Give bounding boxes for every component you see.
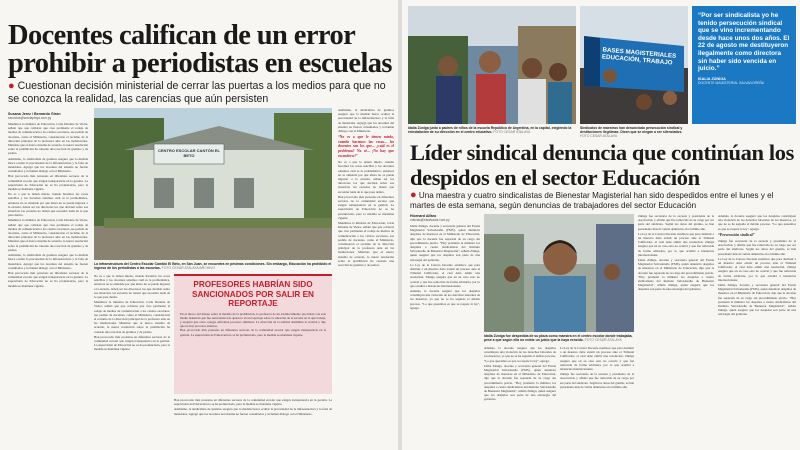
left-pullquote: “No es a que le tienen miedo, cuando hacemos las cosas... los docentes son los que... ¿cuál es el problema? No sé... ¡No hay que esconderse!” — [338, 135, 394, 158]
left-body-col1-repeat5: Asimismo, la sindicalista de gremios aseguró que la medida busca ocultar la precariedad de la infraestructura y la falta de materiales. Agregó que los docentes del sistema no fueron consultados y reclaman diálogo con el Ministerio. — [8, 253, 88, 270]
left-body-col2-b: Miembros la ministra de Educación, Carla Durante de Vieira, señaló que que cobiaraz que cree pertinente el rodaje de medios de comunicación a los centros escolares, ese pedido de docentes, como el Ministerio, consideraron el reclamo de la dirección principal de la profesora ante en las instituciones. Mientras que el nuevo sistema de acuerdo, la nueva resolución sobre la prohibición ha causado una reacción de gremios y de padres. — [94, 300, 170, 334]
left-body-col4-c: Han provocado más protestas en diferentes sectores de la comunidad escolar que exigen transparencia en la gestión. La supervisión de Educación no se ha pronunciado, pero la medida se mantiene vigente. — [338, 194, 394, 220]
left-column-1 — [8, 122, 88, 442]
right-headline: Líder sindical denuncia que continúan los despidos en el sector Educación — [410, 140, 794, 190]
left-body-col3: Han provocado más protestas en diferentes sectores de la comunidad escolar que exigen transparencia en la gestión. La supervisión de Educación no se ha pronunciado, pero la medida se mantiene vigente. — [174, 398, 332, 407]
right-deck-bullet-icon: ● — [410, 189, 417, 201]
left-column-3 — [174, 398, 332, 444]
photo1-caption-text: Idalia Zúniga junto a padres de niños de la escuela República de Argentina, en la capital, exigiendo la reinstalación de su dirección en el centro educativo. — [408, 126, 572, 135]
sidebar-role: DOCENTE MAGISTERIAL SALVADOREÑA — [698, 80, 765, 85]
right-byline-email: noticias@elsalvador.com.py — [410, 218, 450, 222]
protest-banner-text: BASES MAGISTERIALES EDUCACIÓN, TRABAJO — [601, 46, 677, 67]
photo2-caption-text: Sindicatos de maestros han denunciado persecución sindical y destituciones ilegítimas. Dicen que se niegan a ser silenciados. — [580, 126, 683, 135]
left-photo-credit: FOTO CESAR ATALAYA/ARCHIVO — [161, 266, 216, 271]
right-byline-author: Hiornard Alfaro — [410, 214, 437, 218]
photo1-caption — [408, 126, 576, 134]
left-body-col4-d: Miembros la ministra de Educación, Carla Durante de Vieira, señaló que que cobiaraz que cree pertinente el rodaje de medios de comunicación a los centros escolares, ese pedido de docentes, como el Ministerio, consideraron el reclamo de la dirección principal de la profesora ante en las instituciones. Mientras que el nuevo sistema de acuerdo, la nueva resolución sobre la prohibición ha causado una reacción de gremios y de padres. — [338, 221, 394, 268]
left-body-col4-b: No es a que le tienen miedo, cuando hacemos las cosas sencillas y los docentes sabemos cuál es la problemática, entonces no se entiende por qué ahora no se puede ingresar a la escuela, deben ser los directores los que deciden sobre esa situación, las escuelas no tienen que esconder nada de lo que pasa dentro. — [338, 160, 394, 194]
left-photo-caption-text: La infraestructura del Centro Escolar Cambió El Beto, en San Juan, se encuentra en pésimas condiciones. Sin embargo, Educación ha prohibido el ingreso de los periodistas a las escuelas. — [94, 262, 332, 271]
left-body-col2-c: Han provocado más protestas en diferentes sectores de la comunidad escolar que exigen transparencia en la gestión. La supervisión de Educación no se ha pronunciado, pero la medida se mantiene vigente. — [94, 334, 170, 352]
left-body-col1: Miembros la ministra de Educación, Carla Durante de Vieira, señaló que que cobiaraz que cree pertinente el rodaje de medios de comunicación a los centros escolares, ese pedido de docentes, como el Ministerio, consideraron el reclamo de la dirección principal de la profesora ante en las instituciones. Mientras que el nuevo sistema de acuerdo, la nueva resolución sobre la prohibición ha causado una reacción de gremios y de padres. — [8, 122, 88, 156]
left-body-col4: Asimismo, la sindicalista de gremios aseguró que la medida busca ocultar la precariedad de la infraestructura y la falta de materiales. Agregó que los docentes del sistema no fueron consultados y reclaman diálogo con el Ministerio. — [338, 108, 394, 134]
right-body-col2-b: Idalia Zúniga, docente y secretaria general del Frente Magisterial Salvadoreño (FMS), quien denunció despidos de maestros en el Ministerio de Educación, dijo que la docente fue separada de su cargo sin procedimiento previo. "Hoy prometió la ministra los despidos a cuatro sindicalistas del Instituto Salvadoreño de Bienestar Magisterial", señaló Zúniga, quien aseguró que los despidos son parte de una estrategia del gobierno. — [484, 363, 556, 402]
right-body-col1-c: Además, la docente aseguró que los despidos constituyen una violación de los derechos laborales de los maestros, ya que no se ha seguido el debido proceso. "Lo que queremos es que se respete la ley", agregó. — [410, 289, 480, 310]
right-newspaper-page — [402, 0, 800, 450]
left-body-col1-repeat4: Miembros la ministra de Educación, Carla Durante de Vieira, señaló que que cobiaraz que cree pertinente el rodaje de medios de comunicación a los centros escolares, ese pedido de docentes, como el Ministerio, consideraron el reclamo de la dirección principal de la profesora ante en las instituciones. Mientras que el nuevo sistema de acuerdo, la nueva resolución sobre la prohibición ha causado una reacción de gremios y de padres. — [8, 218, 88, 252]
photo2-credit: FOTO CESAR ATALAYA — [580, 134, 617, 139]
teacher-with-parents-photo — [408, 6, 576, 124]
right-column-2 — [484, 346, 556, 444]
left-body-col1-repeat2: Han provocado más protestas en diferentes sectores de la comunidad escolar que exigen transparencia en la gestión. La supervisión de Educación no se ha pronunciado, pero la medida se mantiene vigente. — [8, 174, 88, 192]
right-body-col5-b: Zúniga fue secretaria de la escuela y presidenta de la Asociación, y afirma que fue removida de su cargo por ser parte del sindicato. Según los datos del gremio, se han presentado más de veinte denuncias en el último año. — [718, 239, 796, 256]
right-column-5 — [718, 214, 796, 444]
right-deck — [410, 190, 795, 211]
sidebar-quote-text: “Por ser sindicalista yo he tenido persecución sindical que se vino incrementando desde hace unos dos años. El 22 de agosto me destituyeron ilegalmente como directora sin haber sido vencida en juicio.” — [698, 12, 790, 73]
right-body-col4-c: Idalia Zúniga, docente y secretaria general del Frente Magisterial Salvadoreño (FMS), quien denunció despidos de maestros en el Ministerio de Educación, dijo que la docente fue separada de su cargo sin procedimiento previo. "Hoy prometió la ministra los despidos a cuatro sindicalistas del Instituto Salvadoreño de Bienestar Magisterial", señaló Zúniga, quien aseguró que los despidos son parte de una estrategia del gobierno. — [638, 258, 714, 292]
photo3-svg — [484, 214, 634, 332]
photo1-credit: FOTO CESAR ATALAYA — [493, 130, 531, 135]
left-photo-caption — [94, 262, 332, 270]
right-body-col2: Además, la docente aseguró que los despidos constituyen una violación de los derechos laborales de los maestros, ya que no se ha seguido el debido proceso. "Lo que queremos es que se respete la ley", agregó. — [484, 346, 556, 363]
sanctions-box-body-b: Han provocado más protestas en diferentes sectores de la comunidad escolar que exigen transparencia en la gestión. La supervisión de Educación no se ha pronunciado, pero la medida se mantiene vigente. — [180, 328, 326, 337]
right-body-col4: Zúniga fue secretaria de la escuela y presidenta de la Asociación, y afirma que fue removida de su cargo por ser parte del sindicato. Según los datos del gremio, se han presentado más de veinte denuncias en el último año. — [638, 214, 714, 231]
right-column-3 — [560, 346, 634, 444]
photo2-caption — [580, 126, 688, 139]
right-body-col4-b: La Ley de la Carrera Docente establece que para destituir a un maestro debe existir un proceso ante el Tribunal Calificador, el cual debe emitir una resolución. Zúniga asegura que en su caso esto no ocurrió y que fue removida de forma arbitraria, por lo que acudirá a instancias internacionales. — [638, 231, 714, 257]
left-body-col1-repeat3: No es a que le tienen miedo, cuando hacemos las cosas sencillas y los docentes sabemos cuál es la problemática, entonces no se entiende por qué ahora no se puede ingresar a la escuela, deben ser los directores los que deciden sobre esa situación, las escuelas no tienen que esconder nada de lo que pasa dentro. — [8, 192, 88, 218]
right-column-1 — [410, 224, 480, 444]
left-column-4 — [338, 108, 394, 443]
left-body-col3-b: Asimismo, la sindicalista de gremios aseguró que la medida busca ocultar la precariedad de la infraestructura y la falta de materiales. Agregó que los docentes del sistema no fueron consultados y reclaman diálogo con el Ministerio. — [174, 407, 332, 416]
photo3-credit: FOTO CESAR ATALAYA — [584, 338, 622, 343]
photo3-caption-text: Idalia Zúniga fue despedida de su plaza como maestra en el centro escolar donde trabajaba, pese a que según ella no existe un juicio que la haya vencido. — [484, 334, 633, 343]
left-byline — [8, 112, 88, 120]
sidebar-name: ISALIA ZÚNIGA — [698, 76, 726, 81]
right-body-col1-b: La Ley de la Carrera Docente establece que para destituir a un maestro debe existir un proceso ante el Tribunal Calificador, el cual debe emitir una resolución. Zúniga asegura que en su caso esto no ocurrió y que fue removida de forma arbitraria, por lo que acudirá a instancias internacionales. — [410, 262, 480, 288]
left-byline-email: servicios@todolaplaya.com.py — [8, 116, 52, 120]
right-byline — [410, 214, 490, 222]
left-newspaper-page — [0, 0, 398, 450]
teacher-portrait-photo — [484, 214, 634, 332]
right-body-col3-b: Zúniga fue secretaria de la escuela y presidenta de la Asociación, y afirma que fue removida de su cargo por ser parte del sindicato. Según los datos del gremio, se han presentado más de veinte denuncias en el último año. — [560, 372, 634, 389]
school-sign-text: CENTRO ESCOLAR CANTÓN EL BETO — [158, 148, 220, 158]
left-deck-text: Cuestionan decisión ministerial de cerrar las puertas a los medios para que no se conozca la realidad, las carencias que aún persisten — [8, 80, 386, 105]
right-column-4 — [638, 214, 714, 444]
sanctions-box-body: En el marco del debate sobre la medida de la prohibición, la profesora de un establecimiento que habló con este medio denunció que fue sancionada tras aparecer en un reportaje sobre la situación de la escuela en la que trabaja, y aseguró que otros colegas enfrentan procesos similares. La dirección de la entidad desmintió la versión y dijo que no hay procesos abiertos. — [180, 311, 326, 329]
left-body-col1-repeat6: Han provocado más protestas en diferentes sectores de la comunidad escolar que exigen transparencia en la gestión. La supervisión de Educación no se ha pronunciado, pero la medida se mantiene vigente. — [8, 270, 88, 288]
protest-banner-photo — [580, 6, 688, 124]
right-body-col5-c: La Ley de la Carrera Docente establece que para destituir a un maestro debe existir un proceso ante el Tribunal Calificador, el cual debe emitir una resolución. Zúniga asegura que en su caso esto no ocurrió y que fue removida de forma arbitraria, por lo que acudirá a instancias internacionales. — [718, 256, 796, 282]
left-deck — [8, 80, 388, 106]
right-body-col1: Idalia Zúniga, docente y secretaria general del Frente Magisterial Salvadoreño (FMS), quien denunció despidos de maestros en el Ministerio de Educación, dijo que la docente fue separada de su cargo sin procedimiento previo. "Hoy prometió la ministra los despidos a cuatro sindicalistas del Instituto Salvadoreño de Bienestar Magisterial", señaló Zúniga, quien aseguró que los despidos son parte de una estrategia del gobierno. — [410, 224, 480, 262]
photo1-svg — [408, 6, 576, 124]
deck-bullet-icon: ● — [8, 80, 15, 92]
right-body-col3: La Ley de la Carrera Docente establece que para destituir a un maestro debe existir un proceso ante el Tribunal Calificador, el cual debe emitir una resolución. Zúniga asegura que en su caso esto no ocurrió y que fue removida de forma arbitraria, por lo que acudirá a instancias internacionales. — [560, 346, 634, 372]
school-photo-svg — [94, 108, 332, 260]
left-byline-author: Susana Jerez / Bernardo Girón — [8, 112, 61, 116]
photo3-caption — [484, 334, 634, 342]
quote-sidebar — [692, 6, 796, 124]
right-subhead: “Persecución sindical” — [718, 232, 755, 237]
left-column-2 — [94, 274, 170, 444]
sanctions-box — [174, 274, 332, 394]
right-body-col5-d: Idalia Zúniga, docente y secretaria general del Frente Magisterial Salvadoreño (FMS), quien denunció despidos de maestros en el Ministerio de Educación, dijo que la docente fue separada de su cargo sin procedimiento previo. "Hoy prometió la ministra los despidos a cuatro sindicalistas del Instituto Salvadoreño de Bienestar Magisterial", señaló Zúniga, quien aseguró que los despidos son parte de una estrategia del gobierno. — [718, 283, 796, 317]
left-headline: Docentes califican de un error prohibir a periodistas en escuelas — [8, 20, 392, 79]
right-deck-text: Una maestra y cuatro sindicalistas de Bienestar Magisterial han sido despedidos entre el lunes y el martes de esta semana, según denuncias de trabajadores del sector Educación — [410, 191, 774, 210]
left-body-col2: No es a que le tienen miedo, cuando hacemos las cosas sencillas y los docentes sabemos cuál es la problemática, entonces no se entiende por qué ahora no se puede ingresar a la escuela, deben ser los directores los que deciden sobre esa situación, las escuelas no tienen que esconder nada de lo que pasa dentro. — [94, 274, 170, 300]
school-building-photo — [94, 108, 332, 260]
left-body-col1-repeat: Asimismo, la sindicalista de gremios aseguró que la medida busca ocultar la precariedad de la infraestructura y la falta de materiales. Agregó que los docentes del sistema no fueron consultados y reclaman diálogo con el Ministerio. — [8, 156, 88, 174]
right-body-col5: Además, la docente aseguró que los despidos constituyen una violación de los derechos laborales de los maestros, ya que no se ha seguido el debido proceso. "Lo que queremos es que se respete la ley", agregó. — [718, 214, 796, 231]
sanctions-box-title: PROFESORES HABRÍAN SIDO SANCIONADOS POR SALIR EN REPORTAJE — [192, 280, 314, 308]
